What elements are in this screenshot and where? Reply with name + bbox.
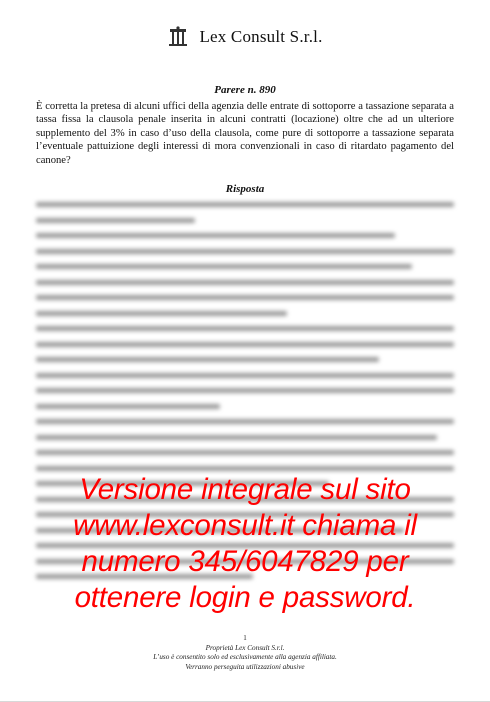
access-notice-line-1: Versione integrale sul sito	[79, 473, 411, 506]
footer-warning: Verranno perseguita utilizzazioni abusive	[185, 662, 305, 671]
footer-usage-note: L’uso è consentito solo ed esclusivamente alla agenzia affiliata.	[153, 653, 337, 662]
access-notice-line-4: ottenere login e password.	[74, 581, 416, 614]
access-notice-line-3: numero 345/6047829 per	[81, 545, 409, 578]
heraldic-crest-icon	[167, 26, 189, 48]
access-notice-overlay	[0, 472, 490, 616]
page-footer	[0, 634, 490, 672]
page-header	[0, 26, 490, 48]
access-notice-line-2: www.lexconsult.it chiama il	[73, 509, 417, 542]
answer-heading: Risposta	[225, 183, 265, 195]
opinion-title: Parere n. 890	[214, 84, 276, 96]
footer-ownership: Proprietà Lex Consult S.r.l.	[205, 643, 285, 652]
question-text: È corretta la pretesa di alcuni uffici della agenzia delle entrate di sottoporre a tassazione separata a tassa fissa la clausola penale inserita in alcuni contratti (locazione) oltre che ad un ulteriore supplemento del 3% in caso d’uso della clausola, come pure di sottoporre a tassazione separata l’eventuale pattuizione degli interessi di mora convenzionali in caso di ritardato pagamento del canone?	[36, 101, 454, 166]
page-number: 1	[243, 634, 247, 642]
company-name: Lex Consult S.r.l.	[199, 27, 323, 46]
